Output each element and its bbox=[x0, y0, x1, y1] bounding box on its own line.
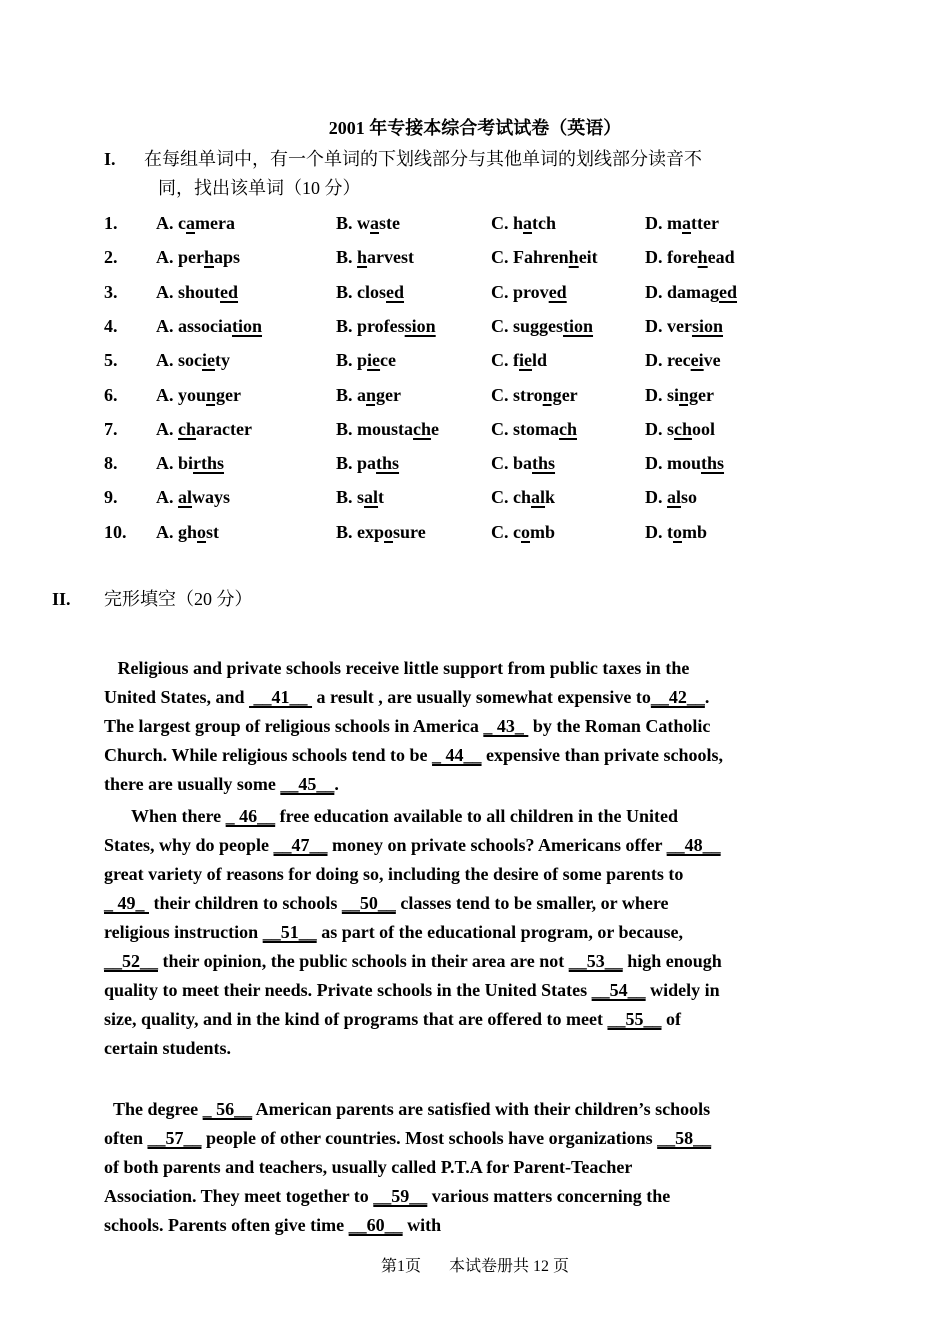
option-b: B. exposure bbox=[336, 521, 426, 542]
option-c: C. stronger bbox=[491, 384, 578, 405]
underlined-part: o bbox=[673, 521, 682, 542]
section-2-heading: 完形填空（20 分） bbox=[104, 589, 253, 609]
cloze-blank: __60__ bbox=[348, 1215, 403, 1235]
option-c: C. chalk bbox=[491, 487, 556, 508]
cloze-blank: _ 46__ bbox=[225, 806, 276, 826]
cloze-paragraph-2: When there _ 46__ free education available to all children in the United States, why do people __47__ money on private schools? Americans offer __48__ great variety of reasons for doing so, including the desire of some parents to _ 49_ their children to schools __50__ classes tend to be smaller, or where religious instruction __51__ as part of the educational program, or because, __52__ their opinion, the public schools in their area are not __53__ high enough quality to meet their needs. Private schools in the United States __54__ widely in size, quality, and in the kind of programs that are offered to meet __55__ of certain students. bbox=[104, 802, 724, 1063]
underlined-part: h bbox=[204, 247, 215, 268]
underlined-part: ng bbox=[206, 384, 226, 405]
option-d: D. mouths bbox=[645, 453, 725, 474]
option-c: C. suggestion bbox=[491, 315, 594, 336]
option-a: A. camera bbox=[156, 213, 235, 233]
question-row bbox=[104, 453, 824, 483]
option-c: C. stomach bbox=[491, 418, 577, 439]
page-total: 本试卷册共 12 页 bbox=[449, 1258, 570, 1275]
cloze-blank: _ 49_ bbox=[104, 893, 149, 913]
option-b: B. piece bbox=[336, 350, 397, 371]
option-b: B. profession bbox=[336, 315, 436, 336]
option-d: D. school bbox=[645, 418, 716, 439]
underlined-part: h bbox=[357, 247, 368, 268]
underlined-part: ch bbox=[559, 418, 577, 439]
underlined-part: a bbox=[523, 213, 533, 233]
option-a: A. society bbox=[156, 350, 230, 371]
option-a: A. association bbox=[156, 315, 263, 336]
cloze-blank: __48__ bbox=[666, 835, 721, 855]
option-a: A. ghost bbox=[156, 521, 220, 542]
section-1-instruction-line1: 在每组单词中，有一个单词的下划线部分与其他单词的划线部分读音不 bbox=[144, 149, 702, 169]
underlined-part: ei bbox=[690, 350, 704, 371]
underlined-part: ed bbox=[719, 281, 738, 302]
section-1-number: I. bbox=[104, 149, 116, 169]
cloze-blank: _ 43_ bbox=[483, 716, 529, 736]
underlined-part: h bbox=[697, 247, 708, 268]
option-c: C. hatch bbox=[491, 213, 557, 233]
cloze-blank: __57__ bbox=[147, 1128, 202, 1148]
underlined-part: h bbox=[568, 247, 579, 268]
option-b: B. closed bbox=[336, 281, 405, 302]
underlined-part: al bbox=[531, 487, 546, 508]
question-number: 10. bbox=[104, 521, 127, 542]
underlined-part: al bbox=[364, 487, 379, 508]
underlined-part: ch bbox=[413, 418, 432, 439]
cloze-blank: __42__ bbox=[650, 687, 705, 707]
underlined-part: ie bbox=[202, 350, 215, 371]
question-number: 4. bbox=[104, 315, 118, 336]
cloze-blank: __58__ bbox=[657, 1128, 712, 1148]
option-d: D. version bbox=[645, 315, 724, 336]
option-b: B. anger bbox=[336, 384, 402, 405]
underlined-part: a bbox=[682, 213, 691, 233]
question-row bbox=[104, 282, 824, 312]
option-a: A. younger bbox=[156, 384, 242, 405]
option-b: B. waste bbox=[336, 213, 401, 233]
option-d: D. singer bbox=[645, 384, 715, 405]
question-number: 1. bbox=[104, 213, 118, 233]
cloze-blank: __53__ bbox=[568, 951, 623, 971]
underlined-part: o bbox=[197, 521, 207, 542]
option-b: B. moustache bbox=[336, 418, 440, 439]
question-row bbox=[104, 247, 824, 277]
option-a: A. births bbox=[156, 453, 225, 474]
question-number: 6. bbox=[104, 384, 118, 405]
option-c: C. proved bbox=[491, 281, 567, 302]
option-d: D. tomb bbox=[645, 521, 708, 542]
underlined-part: ch bbox=[674, 418, 693, 439]
cloze-blank: __59__ bbox=[373, 1186, 428, 1206]
underlined-part: sion bbox=[691, 315, 724, 336]
option-a: A. shouted bbox=[156, 281, 239, 302]
underlined-part: ed bbox=[548, 281, 567, 302]
question-row bbox=[104, 213, 824, 243]
question-row bbox=[104, 487, 824, 517]
underlined-part: o bbox=[521, 521, 530, 542]
question-number: 8. bbox=[104, 453, 118, 474]
cloze-blank: __41__ bbox=[249, 687, 313, 707]
cloze-blank: __45__ bbox=[280, 774, 335, 794]
question-row bbox=[104, 522, 824, 552]
option-a: A. always bbox=[156, 487, 231, 508]
underlined-part: a bbox=[370, 213, 380, 233]
option-c: C. comb bbox=[491, 521, 556, 542]
option-d: D. damaged bbox=[645, 281, 738, 302]
question-row bbox=[104, 316, 824, 346]
question-number: 2. bbox=[104, 247, 118, 268]
option-d: D. matter bbox=[645, 213, 719, 233]
option-d: D. forehead bbox=[645, 247, 735, 268]
underlined-part: ch bbox=[178, 418, 196, 439]
page-number: 第1页 bbox=[380, 1258, 421, 1275]
question-number: 7. bbox=[104, 418, 118, 439]
underlined-part: ng bbox=[679, 384, 699, 405]
option-c: C. baths bbox=[491, 453, 556, 474]
section-1-instruction-line2: 同，找出该单词（10 分） bbox=[158, 178, 361, 198]
option-a: A. character bbox=[156, 418, 252, 439]
cloze-blank: __50__ bbox=[341, 893, 396, 913]
question-row bbox=[104, 419, 824, 449]
cloze-blank: __54__ bbox=[591, 980, 646, 1000]
section-2-number: II. bbox=[52, 589, 71, 609]
option-a: A. perhaps bbox=[156, 247, 241, 268]
cloze-paragraph-3: The degree _ 56__ American parents are satisfied with their children’s schools often __57__ people of other countries. Most schools have organizations __58__ of both parents and teachers, usually called P.T.A for Parent-Teacher Association. They meet together to __59__ various matters concerning the schools. Parents often give time __60__ with bbox=[104, 1095, 724, 1240]
option-b: B. salt bbox=[336, 487, 385, 508]
underlined-part: rths bbox=[193, 453, 225, 474]
question-number: 3. bbox=[104, 281, 118, 302]
underlined-part: sion bbox=[404, 315, 436, 336]
question-number: 5. bbox=[104, 350, 118, 371]
question-row bbox=[104, 385, 824, 415]
question-number: 9. bbox=[104, 487, 118, 508]
cloze-blank: _ 44__ bbox=[432, 745, 482, 765]
underlined-part: ie bbox=[367, 350, 381, 371]
option-d: D. also bbox=[645, 487, 698, 508]
underlined-part: al bbox=[667, 487, 682, 508]
option-b: B. paths bbox=[336, 453, 400, 474]
underlined-part: ths bbox=[701, 453, 725, 474]
option-d: D. receive bbox=[645, 350, 721, 371]
option-c: C. field bbox=[491, 350, 548, 371]
page-footer bbox=[0, 1253, 950, 1276]
cloze-blank: __51__ bbox=[262, 922, 317, 942]
option-b: B. harvest bbox=[336, 247, 415, 268]
cloze-blank: __55__ bbox=[607, 1009, 662, 1029]
cloze-blank: _ 56__ bbox=[202, 1099, 253, 1119]
underlined-part: ths bbox=[532, 453, 556, 474]
underlined-part: ed bbox=[220, 281, 239, 302]
question-row bbox=[104, 350, 824, 380]
underlined-part: a bbox=[186, 213, 195, 233]
page-title: 2001 年专接本综合考试试卷（英语） bbox=[328, 118, 622, 138]
underlined-part: ths bbox=[376, 453, 400, 474]
underlined-part: ng bbox=[542, 384, 562, 405]
underlined-part: ie bbox=[519, 350, 532, 371]
underlined-part: o bbox=[384, 521, 394, 542]
underlined-part: tion bbox=[232, 315, 263, 336]
underlined-part: ed bbox=[386, 281, 405, 302]
underlined-part: tion bbox=[563, 315, 594, 336]
underlined-part: ng bbox=[366, 384, 386, 405]
option-c: C. Fahrenheit bbox=[491, 247, 598, 268]
cloze-paragraph-1: Religious and private schools receive little support from public taxes in the United States, and __41__ a result , are usually somewhat expensive to__42__. The largest group of religious schools in America _ 43_ by the Roman Catholic Church. While religious schools tend to be _ 44__ expensive than private schools, there are usually some __45__. bbox=[104, 654, 724, 799]
underlined-part: al bbox=[178, 487, 193, 508]
cloze-blank: __52__ bbox=[104, 951, 158, 971]
cloze-blank: __47__ bbox=[273, 835, 328, 855]
